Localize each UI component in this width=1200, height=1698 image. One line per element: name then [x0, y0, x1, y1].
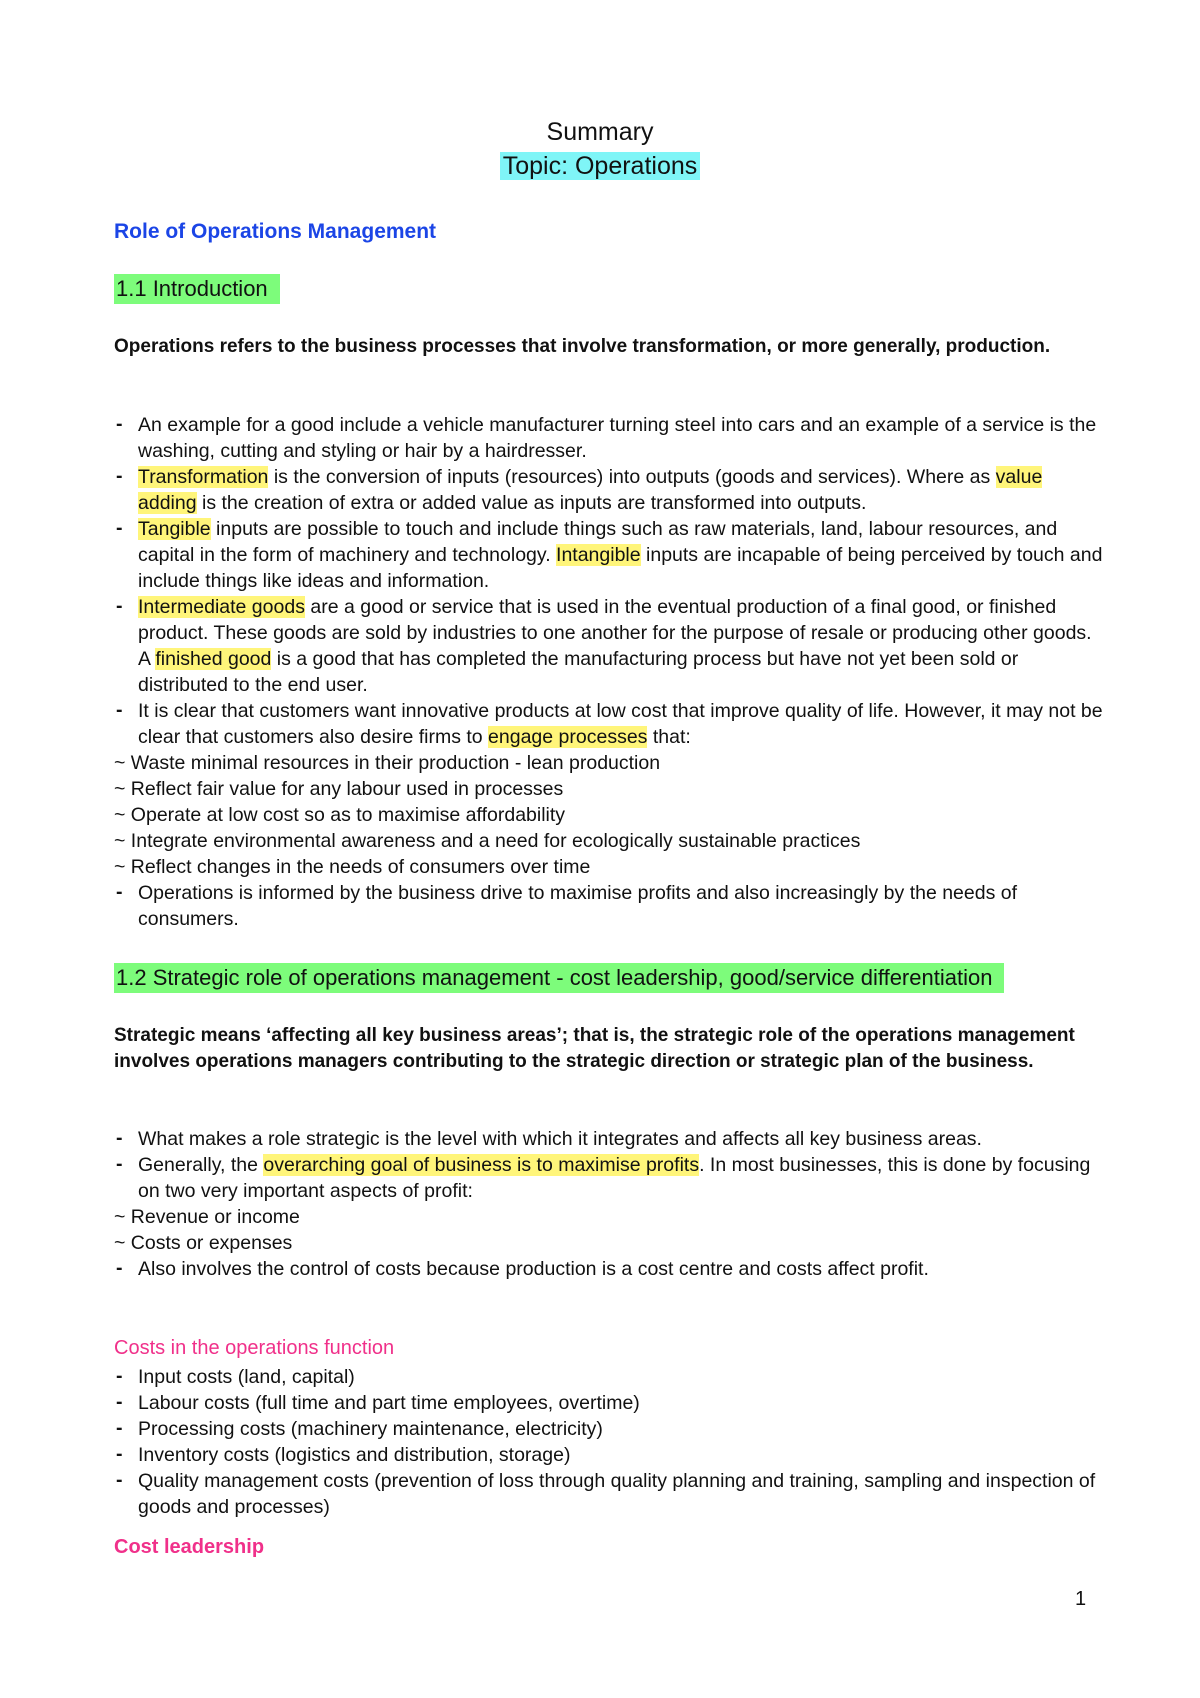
sub-item: ~ Revenue or income	[114, 1206, 300, 1228]
sub-item: ~ Costs or expenses	[114, 1232, 293, 1254]
item-text: that:	[647, 726, 691, 748]
term-value-adding: value adding	[138, 466, 1043, 514]
operations-definition: Operations refers to the business processes that involve transformation, or more generally, production.	[114, 336, 1051, 357]
list-item	[114, 698, 1104, 750]
term-finished-good: finished good	[155, 648, 272, 670]
strategic-definition: Strategic means ‘affecting all key business areas’; that is, the strategic role of the operations management involves operations managers contributing to the strategic direction or strategic plan of the business.	[114, 1025, 1075, 1072]
list-item: - Quality management costs (prevention of loss through quality planning and training, sampling and inspection of goods and processes)	[114, 1468, 1104, 1520]
item-text: . In most businesses, this is done by focusing on two very important aspects of profit:	[138, 1154, 1091, 1202]
item-text: inputs are possible to touch and include things such as raw materials, land, labour resources, and capital in the form of machinery and technology.	[138, 518, 1058, 566]
cost-leadership-heading: Cost leadership	[114, 1536, 265, 1558]
term-intangible: Intangible	[556, 544, 641, 566]
list-item: - An example for a good include a vehicle manufacturer turning steel into cars and an example of a service is the washing, cutting and styling or hair by a hairdresser.	[114, 412, 1104, 464]
list-item: - Labour costs (full time and part time employees, overtime)	[114, 1390, 1104, 1416]
strategic-list	[114, 1126, 1104, 1282]
list-item	[114, 516, 1104, 594]
item-text: Generally, the	[138, 1154, 264, 1176]
list-item	[114, 594, 1104, 698]
term-transformation: Transformation	[138, 466, 269, 488]
sub-item: ~ Operate at low cost so as to maximise affordability	[114, 804, 566, 826]
section-1-1-heading: 1.1 Introduction	[114, 274, 280, 304]
term-tangible: Tangible	[138, 518, 211, 540]
topic-title	[0, 152, 1200, 181]
item-text: is the conversion of inputs (resources) into outputs (goods and services). Where as	[268, 466, 996, 488]
list-item: - Inventory costs (logistics and distribution, storage)	[114, 1442, 1104, 1468]
item-text: is the creation of extra or added value as inputs are transformed into outputs.	[196, 492, 867, 514]
costs-heading: Costs in the operations function	[114, 1337, 395, 1359]
section-1-2-heading: 1.2 Strategic role of operations management - cost leadership, good/service differentiation	[114, 963, 1004, 993]
costs-list	[114, 1364, 1104, 1520]
sub-item: ~ Integrate environmental awareness and a need for ecologically sustainable practices	[114, 830, 861, 852]
sub-item: ~ Waste minimal resources in their production - lean production	[114, 752, 661, 774]
list-item: - What makes a role strategic is the level with which it integrates and affects all key business areas.	[114, 1126, 1104, 1152]
sub-item: ~ Reflect changes in the needs of consumers over time	[114, 856, 591, 878]
list-item: - Also involves the control of costs because production is a cost centre and costs affect profit.	[114, 1256, 1104, 1282]
item-text: inputs are incapable of being perceived by touch and include things like ideas and information.	[138, 544, 1103, 592]
list-item	[114, 1152, 1104, 1204]
document-title: Summary	[546, 118, 654, 146]
list-item	[114, 464, 1104, 516]
page-number: 1	[1075, 1588, 1087, 1610]
term-overarching-goal: overarching goal of business is to maximise profits	[263, 1154, 700, 1176]
term-intermediate-goods: Intermediate goods	[138, 596, 305, 618]
sub-item: ~ Reflect fair value for any labour used in processes	[114, 778, 564, 800]
item-text: It is clear that customers want innovative products at low cost that improve quality of life. However, it may not be clear that customers also desire firms to	[138, 700, 1103, 748]
topic-highlight: Topic: Operations	[500, 152, 701, 180]
list-item: - Processing costs (machinery maintenance, electricity)	[114, 1416, 1104, 1442]
list-item: - Operations is informed by the business drive to maximise profits and also increasingly by the needs of consumers.	[114, 880, 1104, 932]
item-text: are a good or service that is used in the eventual production of a final good, or finished product. These goods are sold by industries to one another for the purpose of resale or producing other goods. A	[138, 596, 1092, 670]
intro-list	[114, 412, 1104, 932]
role-heading: Role of Operations Management	[114, 220, 437, 243]
item-text: is a good that has completed the manufacturing process but have not yet been sold or distributed to the end user.	[138, 648, 1019, 696]
list-item: - Input costs (land, capital)	[114, 1364, 1104, 1390]
term-engage-processes: engage processes	[488, 726, 648, 748]
